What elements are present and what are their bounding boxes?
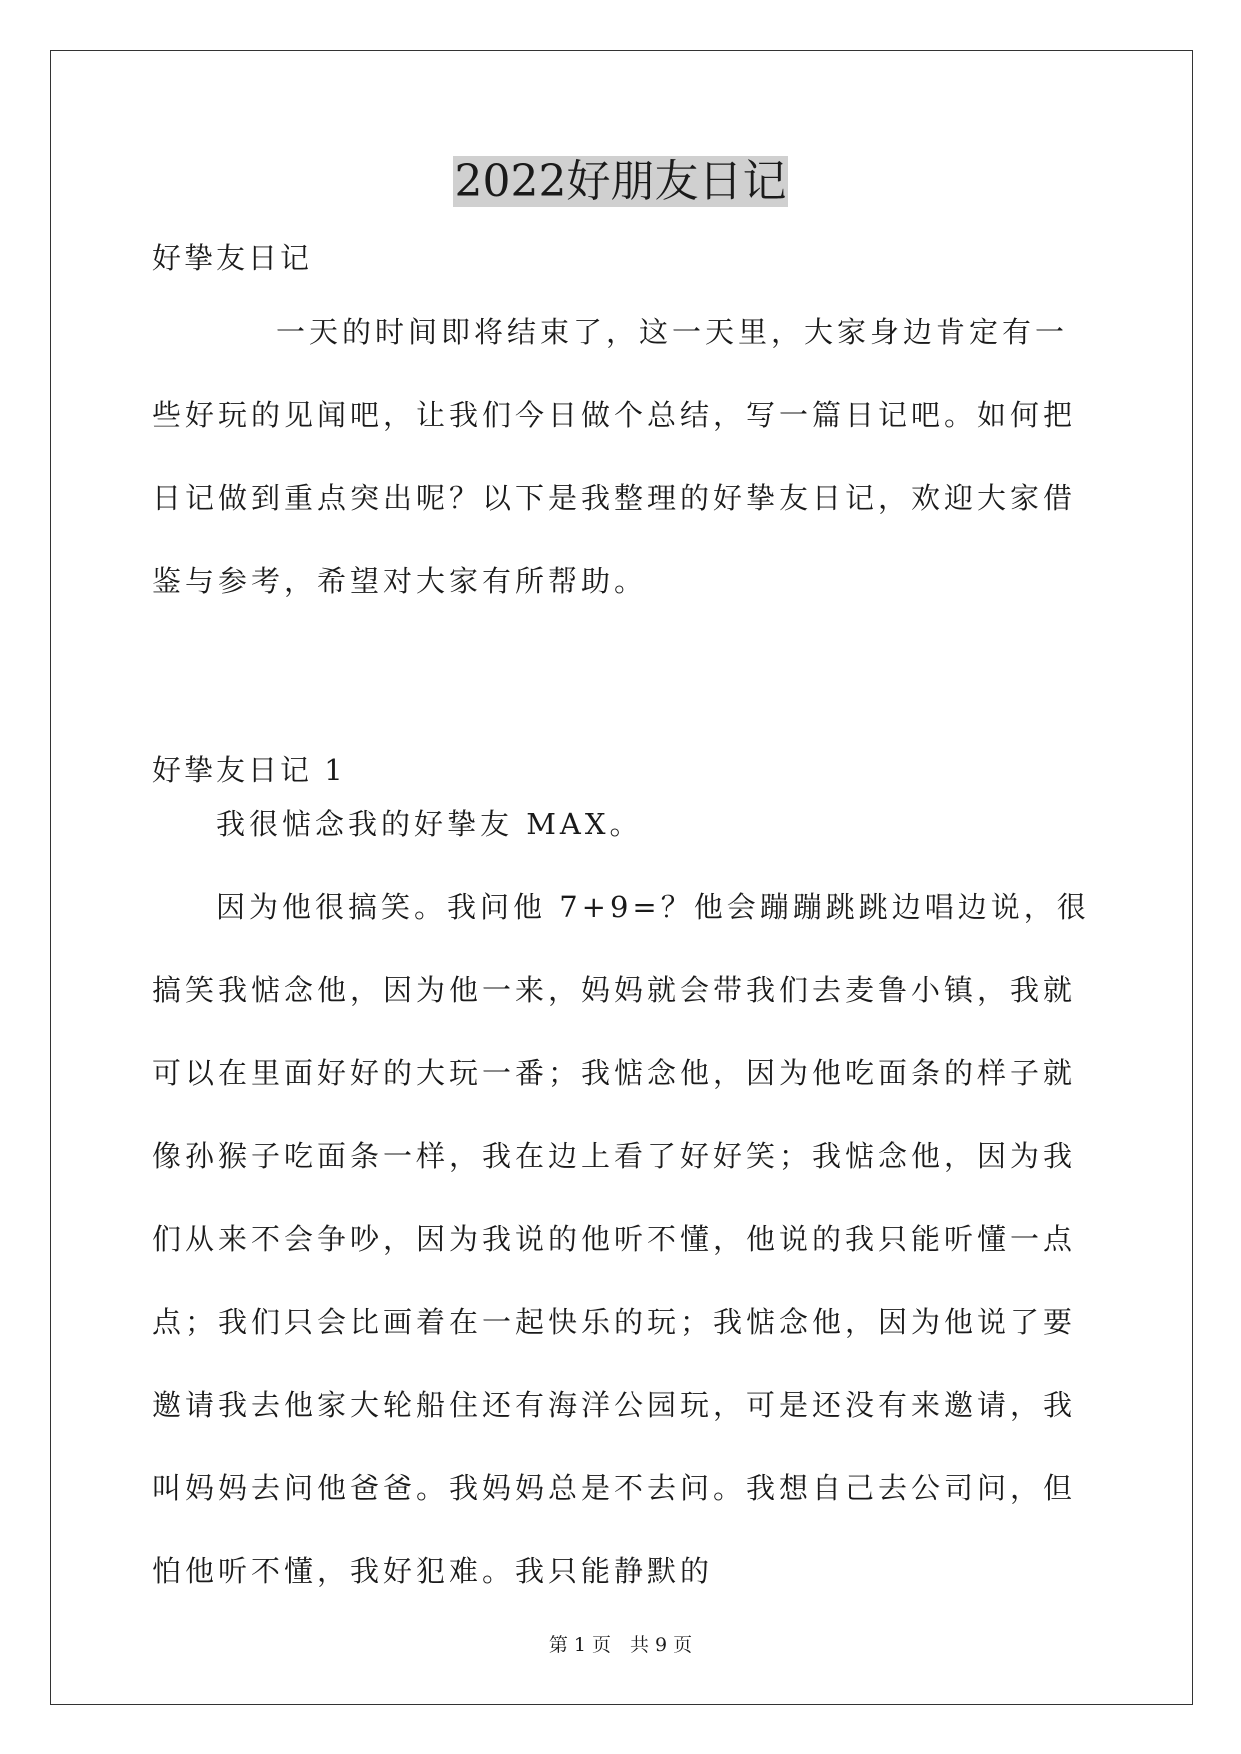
document-title	[0, 153, 1241, 211]
diary-paragraph-2: 因为他很搞笑。我问他 7+9=？他会蹦蹦跳跳边唱边说，很搞笑我惦念他，因为他一来，妈妈就会带我们去麦鲁小镇，我就可以在里面好好的大玩一番；我惦念他，因为他吃面条的样子就像孙猴子吃面条一样，我在边上看了好好笑；我惦念他，因为我们从来不会争吵，因为我说的他听不懂，他说的我只能听懂一点点；我们只会比画着在一起快乐的玩；我惦念他，因为他说了要邀请我去他家大轮船住还有海洋公园玩，可是还没有来邀请，我叫妈妈去问他爸爸。我妈妈总是不去问。我想自己去公司问，但怕他听不懂，我好犯难。我只能静默的	[152, 890, 1090, 1588]
section-heading-intro: 好挚友日记	[152, 241, 313, 275]
diary-paragraph-1: 我很惦念我的好挚友 MAX。	[216, 807, 643, 841]
section-heading-diary-1: 好挚友日记 1	[152, 753, 346, 787]
page-footer: 第 1 页 共 9 页	[548, 1634, 693, 1656]
intro-paragraph: 一天的时间即将结束了，这一天里，大家身边肯定有一些好玩的见闻吧，让我们今日做个总结，写一篇日记吧。如何把日记做到重点突出呢？以下是我整理的好挚友日记，欢迎大家借鉴与参考，希望对大家有所帮助。	[152, 315, 1077, 598]
title-text: 2022好朋友日记	[454, 156, 787, 207]
